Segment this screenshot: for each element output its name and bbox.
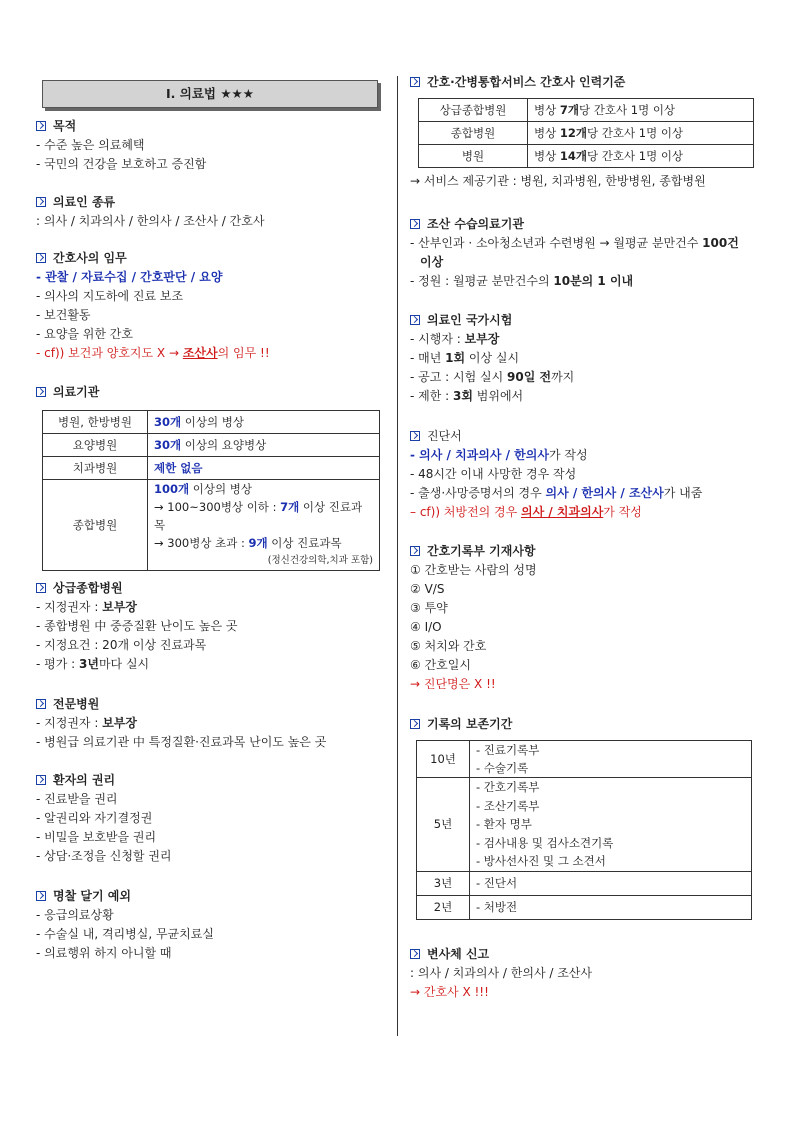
section-heading: 의료인 국가시험 xyxy=(427,313,513,327)
list-item: : 의사 / 치과의사 / 한의사 / 조산사 / 간호사 xyxy=(36,214,265,228)
section-heading: 간호사의 임무 xyxy=(53,251,127,265)
section-institution xyxy=(36,382,380,571)
section-purpose xyxy=(36,116,206,174)
list-item: - 국민의 건강을 보호하고 증진함 xyxy=(36,157,207,171)
checkbox-arrow-icon xyxy=(410,315,420,325)
list-item: ⑥ 간호일시 xyxy=(410,658,471,672)
list-item: - 산부인과 · 소아청소년과 수련병원 → 월평균 분만건수 100건 xyxy=(410,236,739,250)
section-specialty-hospital xyxy=(36,694,326,752)
checkbox-arrow-icon xyxy=(36,387,46,397)
table-cell: 30개 이상의 병상 xyxy=(148,411,380,434)
staffing-table xyxy=(418,98,754,168)
list-item: - 의사의 지도하에 진료 보조 xyxy=(36,289,184,303)
section-heading: 목적 xyxy=(53,119,77,133)
table-cell: 치과병원 xyxy=(43,457,148,480)
section-heading: 기록의 보존기간 xyxy=(427,717,513,731)
section-nursing-record xyxy=(410,541,537,694)
table-cell: 병원, 한방병원 xyxy=(43,411,148,434)
section-heading: 환자의 권리 xyxy=(53,773,116,787)
list-item: ① 간호받는 사람의 성명 xyxy=(410,563,537,577)
list-item: - 지정권자 : 보부장 xyxy=(36,716,137,730)
section-integrated-service xyxy=(410,72,754,191)
checkbox-arrow-icon xyxy=(36,891,46,901)
list-item: - 평가 : 3년마다 실시 xyxy=(36,657,150,671)
table-cell: 5년 xyxy=(417,778,470,872)
list-item: : 의사 / 치과의사 / 한의사 / 조산사 xyxy=(410,966,592,980)
red-note: → 진단명은 X !! xyxy=(410,677,496,691)
section-national-exam xyxy=(410,310,574,406)
table-cell: 100개 이상의 병상 → 100~300병상 이하 : 7개 이상 진료과목 → 300병상 초과 : 9개 이상 진료과목 (정신건강의학,치과 포함) xyxy=(148,480,380,571)
table-cell: - 진단서 xyxy=(470,871,752,895)
table-cell: 10년 xyxy=(417,741,470,778)
list-item: - 수준 높은 의료혜택 xyxy=(36,138,145,152)
list-item: - 제한 : 3회 범위에서 xyxy=(410,389,524,403)
checkbox-arrow-icon xyxy=(410,219,420,229)
table-cell: 병상 14개당 간호사 1명 이상 xyxy=(528,145,754,168)
cf-note: – cf)) 처방전의 경우 의사 / 치과의사가 작성 xyxy=(410,505,642,519)
table-cell: 병상 7개당 간호사 1명 이상 xyxy=(528,99,754,122)
table-cell: 3년 xyxy=(417,871,470,895)
checkbox-arrow-icon xyxy=(410,546,420,556)
list-item: - 지정권자 : 보부장 xyxy=(36,600,137,614)
checkbox-arrow-icon xyxy=(36,699,46,709)
list-item: - 의사 / 치과의사 / 한의사가 작성 xyxy=(410,448,588,462)
table-cell: - 처방전 xyxy=(470,895,752,919)
list-item: - 병원급 의료기관 中 특정질환·진료과목 난이도 높은 곳 xyxy=(36,735,327,749)
list-item: - 매년 1회 이상 실시 xyxy=(410,351,520,365)
red-note: → 간호사 X !!! xyxy=(410,985,489,999)
list-item: - 응급의료상황 xyxy=(36,908,114,922)
list-item: ⑤ 처치와 간호 xyxy=(410,639,487,653)
section-heading: 전문병원 xyxy=(53,697,100,711)
list-item: - 정원 : 월평균 분만건수의 10분의 1 이내 xyxy=(410,274,634,288)
table-cell: 종합병원 xyxy=(43,480,148,571)
section-heading: 의료기관 xyxy=(53,385,100,399)
column-divider xyxy=(397,76,398,1036)
institution-table xyxy=(42,410,380,571)
section-heading: 간호·간병통합서비스 간호사 인력기준 xyxy=(427,75,626,89)
list-item: ④ I/O xyxy=(410,620,442,634)
section-corpse-report xyxy=(410,944,592,1002)
section-diagnosis xyxy=(410,426,702,522)
list-item: - 출생·사망증명서의 경우 의사 / 한의사 / 조산사가 내줌 xyxy=(410,486,703,500)
checkbox-arrow-icon xyxy=(410,77,420,87)
list-item: - 48시간 이내 사망한 경우 작성 xyxy=(410,467,577,481)
section-midwifery-institution xyxy=(410,214,739,291)
section-heading: 상급종합병원 xyxy=(53,581,123,595)
section-nurse-duty xyxy=(36,248,270,363)
table-cell: - 간호기록부 - 조산기록부 - 환자 명부 - 검사내용 및 검사소견기록 - 방사선사진 및 그 소견서 xyxy=(470,778,752,872)
section-heading: 간호기록부 기재사항 xyxy=(427,544,536,558)
table-cell: 종합병원 xyxy=(419,122,528,145)
section-medical-person xyxy=(36,192,264,231)
table-cell: 요양병원 xyxy=(43,434,148,457)
list-item: - 상담·조정을 신청할 권리 xyxy=(36,849,172,863)
table-cell: 제한 없음 xyxy=(148,457,380,480)
table-cell: 병원 xyxy=(419,145,528,168)
list-item: - 지정요건 : 20개 이상 진료과목 xyxy=(36,638,207,652)
list-item: ③ 투약 xyxy=(410,601,448,615)
list-item: - 공고 : 시험 실시 90일 전까지 xyxy=(410,370,575,384)
section-heading: 의료인 종류 xyxy=(53,195,116,209)
page-title: Ⅰ. 의료법 ★★★ xyxy=(42,80,378,108)
checkbox-arrow-icon xyxy=(36,197,46,207)
table-cell: - 진료기록부 - 수술기록 xyxy=(470,741,752,778)
list-item: - 수술실 내, 격리병실, 무균치료실 xyxy=(36,927,214,941)
checkbox-arrow-icon xyxy=(410,949,420,959)
section-tertiary-hospital xyxy=(36,578,238,674)
section-heading: 명찰 달기 예외 xyxy=(53,889,131,903)
table-cell: 2년 xyxy=(417,895,470,919)
list-item: → 서비스 제공기관 : 병원, 치과병원, 한방병원, 종합병원 xyxy=(410,174,706,188)
section-retention-period xyxy=(410,714,752,920)
section-heading: 조산 수습의료기관 xyxy=(427,217,524,231)
checkbox-arrow-icon xyxy=(36,583,46,593)
list-item: - 보건활동 xyxy=(36,308,91,322)
checkbox-arrow-icon xyxy=(410,431,420,441)
checkbox-arrow-icon xyxy=(36,121,46,131)
list-item: - 시행자 : 보부장 xyxy=(410,332,500,346)
list-item: - 요양을 위한 간호 xyxy=(36,327,133,341)
list-item: - 의료행위 하지 아니할 때 xyxy=(36,946,172,960)
list-item: ② V/S xyxy=(410,582,445,596)
list-item: - 관찰 / 자료수집 / 간호판단 / 요양 xyxy=(36,270,223,284)
list-item: - 비밀을 보호받을 권리 xyxy=(36,830,157,844)
checkbox-arrow-icon xyxy=(36,253,46,263)
section-nametag-exception xyxy=(36,886,214,963)
section-heading: 변사체 신고 xyxy=(427,947,490,961)
section-heading: 진단서 xyxy=(427,429,462,443)
list-item: - 진료받을 권리 xyxy=(36,792,118,806)
checkbox-arrow-icon xyxy=(36,775,46,785)
table-cell: 상급종합병원 xyxy=(419,99,528,122)
table-cell: 병상 12개당 간호사 1명 이상 xyxy=(528,122,754,145)
checkbox-arrow-icon xyxy=(410,719,420,729)
list-item: - 알권리와 자기결정권 xyxy=(36,811,153,825)
list-item: 이상 xyxy=(420,255,444,269)
cf-note: - cf)) 보건과 양호지도 X → 조산사의 임무 !! xyxy=(36,346,270,360)
list-item: - 종합병원 中 중증질환 난이도 높은 곳 xyxy=(36,619,238,633)
table-cell: 30개 이상의 요양병상 xyxy=(148,434,380,457)
section-patient-rights xyxy=(36,770,172,866)
retention-table xyxy=(416,740,752,920)
